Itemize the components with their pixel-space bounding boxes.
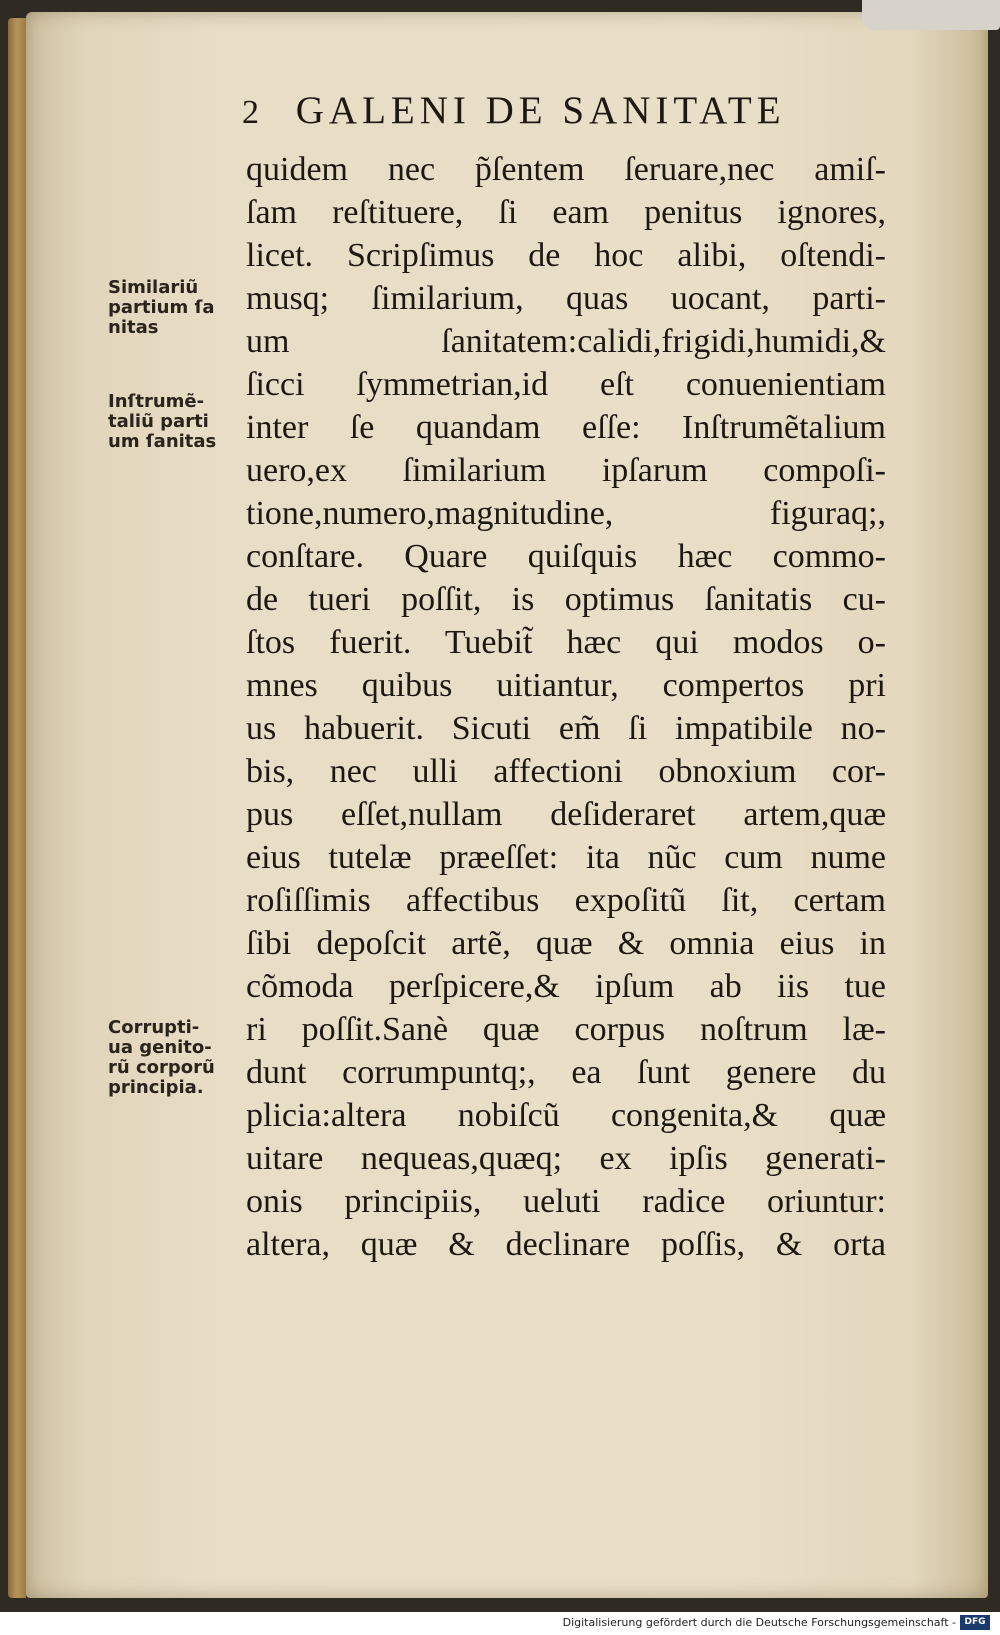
margin-note-corruptive-principles <box>108 1018 256 1098</box>
margin-note-line: principia. <box>108 1077 204 1098</box>
digitization-credit: Digitalisierung gefördert durch die Deutsche Forschungsgemeinschaft - <box>562 1616 956 1629</box>
margin-note-line: rũ corporũ <box>108 1057 215 1078</box>
text-line: mnes quibus uitiantur, compertos pri <box>246 667 886 704</box>
page-edge <box>8 18 26 1598</box>
margin-note-line: Corrupti- <box>108 1017 200 1038</box>
text-line: altera, quæ & declinare poſſis, & orta <box>246 1226 886 1263</box>
page-corner <box>862 0 1000 30</box>
text-line: pus eſſet,nullam deſideraret artem,quæ <box>246 796 886 833</box>
margin-note-line: Similariũ <box>108 277 199 298</box>
body-text <box>246 148 886 1266</box>
text-line: um ſanitatem:calidi,frigidi,humidi,& <box>246 323 886 360</box>
text-line: tione,numero,magnitudine, figuraq;, <box>246 495 886 532</box>
text-line: ſtos fuerit. Tuebit̃ hæc qui modos o- <box>246 624 886 661</box>
footer-bar <box>0 1612 1000 1635</box>
text-line: plicia:altera nobiſcũ congenita,& quæ <box>246 1097 886 1134</box>
running-header <box>242 88 872 133</box>
text-line: us habuerit. Sicuti em̃ ſi impatibile no- <box>246 710 886 747</box>
text-line: conſtare. Quare quiſquis hæc commo- <box>246 538 886 575</box>
dfg-logo: DFG <box>960 1615 990 1630</box>
text-line: ſibi depoſcit artẽ, quæ & omnia eius in <box>246 925 886 962</box>
text-line: licet. Scripſimus de hoc alibi, oſtendi- <box>246 237 886 274</box>
margin-note-line: nitas <box>108 317 159 338</box>
margin-note-similar-parts <box>108 278 256 338</box>
margin-note-line: taliũ parti <box>108 411 209 432</box>
text-line: onis principiis, ueluti radice oriuntur: <box>246 1183 886 1220</box>
margin-note-line: Inſtrumẽ- <box>108 391 205 412</box>
margin-note-line: ua genito- <box>108 1037 212 1058</box>
text-line: roſiſſimis affectibus expoſitũ ſit, certam <box>246 882 886 919</box>
text-line: uitare nequeas,quæq; ex ipſis generati- <box>246 1140 886 1177</box>
margin-note-line: partium ſa <box>108 297 215 318</box>
text-line: quidem nec p̃ſentem ſeruare,nec amiſ- <box>246 151 886 188</box>
text-line: eius tutelæ præeſſet: ita nũc cum nume <box>246 839 886 876</box>
text-line: bis, nec ulli affectioni obnoxium cor- <box>246 753 886 790</box>
margin-note-instrumental-parts <box>108 392 256 452</box>
text-line: uero,ex ſimilarium ipſarum compoſi- <box>246 452 886 489</box>
text-line: de tueri poſſit, is optimus ſanitatis cu- <box>246 581 886 618</box>
text-line: musq; ſimilarium, quas uocant, parti- <box>246 280 886 317</box>
running-title: GALENI DE SANITATE <box>295 89 786 132</box>
text-line: ſam reſtituere, ſi eam penitus ignores, <box>246 194 886 231</box>
text-line: ſicci ſymmetrian,id eſt conuenientiam <box>246 366 886 403</box>
text-line: ri poſſit.Sanè quæ corpus noſtrum læ- <box>246 1011 886 1048</box>
text-line: cõmoda perſpicere,& ipſum ab iis tue <box>246 968 886 1005</box>
page-number: 2 <box>242 94 259 131</box>
text-line: inter ſe quandam eſſe: Inſtrumẽtalium <box>246 409 886 446</box>
text-line: dunt corrumpuntq;, ea ſunt genere du <box>246 1054 886 1091</box>
margin-note-line: um ſanitas <box>108 431 217 452</box>
